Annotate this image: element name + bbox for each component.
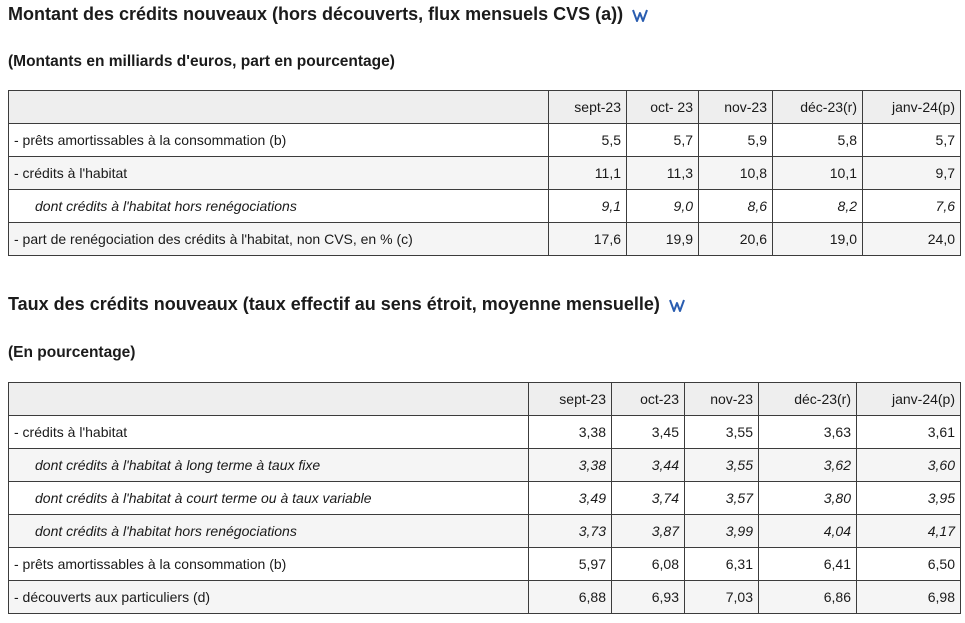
row-label: - découverts aux particuliers (d) bbox=[9, 581, 529, 614]
section2-title bbox=[8, 294, 686, 315]
section2-title-text: Taux des crédits nouveaux (taux effectif au sens étroit, moyenne mensuelle) bbox=[8, 294, 660, 314]
value-cell: 7,03 bbox=[685, 581, 759, 614]
value-cell: 3,74 bbox=[612, 482, 685, 515]
row-label: - prêts amortissables à la consommation (b) bbox=[9, 124, 549, 157]
value-cell: 6,41 bbox=[759, 548, 857, 581]
table-row bbox=[9, 157, 961, 190]
column-header: janv-24(p) bbox=[857, 383, 961, 416]
w-logo-icon[interactable] bbox=[631, 6, 649, 24]
value-cell: 3,60 bbox=[857, 449, 961, 482]
column-header: nov-23 bbox=[685, 383, 759, 416]
value-cell: 6,93 bbox=[612, 581, 685, 614]
column-header: déc-23(r) bbox=[759, 383, 857, 416]
row-label: dont crédits à l'habitat à court terme ou à taux variable bbox=[9, 482, 529, 515]
value-cell: 20,6 bbox=[699, 223, 773, 256]
value-cell: 17,6 bbox=[549, 223, 627, 256]
value-cell: 10,1 bbox=[773, 157, 863, 190]
table-row bbox=[9, 416, 961, 449]
value-cell: 24,0 bbox=[863, 223, 961, 256]
value-cell: 5,97 bbox=[529, 548, 612, 581]
value-cell: 5,9 bbox=[699, 124, 773, 157]
value-cell: 3,38 bbox=[529, 449, 612, 482]
table-row bbox=[9, 515, 961, 548]
row-label: - prêts amortissables à la consommation (b) bbox=[9, 548, 529, 581]
column-header: déc-23(r) bbox=[773, 91, 863, 124]
table-row bbox=[9, 548, 961, 581]
value-cell: 4,17 bbox=[857, 515, 961, 548]
value-cell: 3,49 bbox=[529, 482, 612, 515]
table-row bbox=[9, 449, 961, 482]
header-blank-cell bbox=[9, 91, 549, 124]
row-label: dont crédits à l'habitat hors renégociations bbox=[9, 190, 549, 223]
table-row bbox=[9, 223, 961, 256]
value-cell: 5,8 bbox=[773, 124, 863, 157]
column-header: nov-23 bbox=[699, 91, 773, 124]
value-cell: 11,1 bbox=[549, 157, 627, 190]
value-cell: 3,63 bbox=[759, 416, 857, 449]
value-cell: 3,95 bbox=[857, 482, 961, 515]
value-cell: 6,08 bbox=[612, 548, 685, 581]
value-cell: 19,9 bbox=[627, 223, 699, 256]
table-header-row bbox=[9, 383, 961, 416]
row-label: dont crédits à l'habitat hors renégociations bbox=[9, 515, 529, 548]
row-label: - crédits à l'habitat bbox=[9, 416, 529, 449]
column-header: sept-23 bbox=[549, 91, 627, 124]
value-cell: 3,55 bbox=[685, 416, 759, 449]
value-cell: 3,57 bbox=[685, 482, 759, 515]
value-cell: 5,7 bbox=[627, 124, 699, 157]
table-header-row bbox=[9, 91, 961, 124]
row-label: dont crédits à l'habitat à long terme à taux fixe bbox=[9, 449, 529, 482]
value-cell: 8,6 bbox=[699, 190, 773, 223]
section1-title bbox=[8, 4, 649, 25]
value-cell: 6,31 bbox=[685, 548, 759, 581]
column-header: sept-23 bbox=[529, 383, 612, 416]
value-cell: 3,61 bbox=[857, 416, 961, 449]
value-cell: 8,2 bbox=[773, 190, 863, 223]
value-cell: 3,44 bbox=[612, 449, 685, 482]
value-cell: 11,3 bbox=[627, 157, 699, 190]
row-label: - crédits à l'habitat bbox=[9, 157, 549, 190]
value-cell: 3,62 bbox=[759, 449, 857, 482]
value-cell: 6,88 bbox=[529, 581, 612, 614]
value-cell: 6,98 bbox=[857, 581, 961, 614]
table-row bbox=[9, 581, 961, 614]
w-logo-icon[interactable] bbox=[668, 296, 686, 314]
section1-subtitle: (Montants en milliards d'euros, part en pourcentage) bbox=[8, 53, 395, 70]
value-cell: 7,6 bbox=[863, 190, 961, 223]
table-row bbox=[9, 190, 961, 223]
table-row bbox=[9, 482, 961, 515]
value-cell: 19,0 bbox=[773, 223, 863, 256]
value-cell: 4,04 bbox=[759, 515, 857, 548]
value-cell: 5,7 bbox=[863, 124, 961, 157]
column-header: janv-24(p) bbox=[863, 91, 961, 124]
column-header: oct- 23 bbox=[627, 91, 699, 124]
column-header: oct-23 bbox=[612, 383, 685, 416]
section1-title-text: Montant des crédits nouveaux (hors découverts, flux mensuels CVS (a)) bbox=[8, 4, 624, 24]
value-cell: 10,8 bbox=[699, 157, 773, 190]
value-cell: 3,55 bbox=[685, 449, 759, 482]
value-cell: 3,45 bbox=[612, 416, 685, 449]
value-cell: 9,1 bbox=[549, 190, 627, 223]
header-blank-cell bbox=[9, 383, 529, 416]
value-cell: 6,86 bbox=[759, 581, 857, 614]
section1-table bbox=[8, 90, 961, 256]
value-cell: 3,38 bbox=[529, 416, 612, 449]
table-row bbox=[9, 124, 961, 157]
value-cell: 3,87 bbox=[612, 515, 685, 548]
value-cell: 3,73 bbox=[529, 515, 612, 548]
value-cell: 9,7 bbox=[863, 157, 961, 190]
section2-subtitle: (En pourcentage) bbox=[8, 344, 136, 361]
value-cell: 6,50 bbox=[857, 548, 961, 581]
section2-table bbox=[8, 382, 961, 614]
value-cell: 9,0 bbox=[627, 190, 699, 223]
value-cell: 3,99 bbox=[685, 515, 759, 548]
value-cell: 3,80 bbox=[759, 482, 857, 515]
row-label: - part de renégociation des crédits à l'habitat, non CVS, en % (c) bbox=[9, 223, 549, 256]
value-cell: 5,5 bbox=[549, 124, 627, 157]
